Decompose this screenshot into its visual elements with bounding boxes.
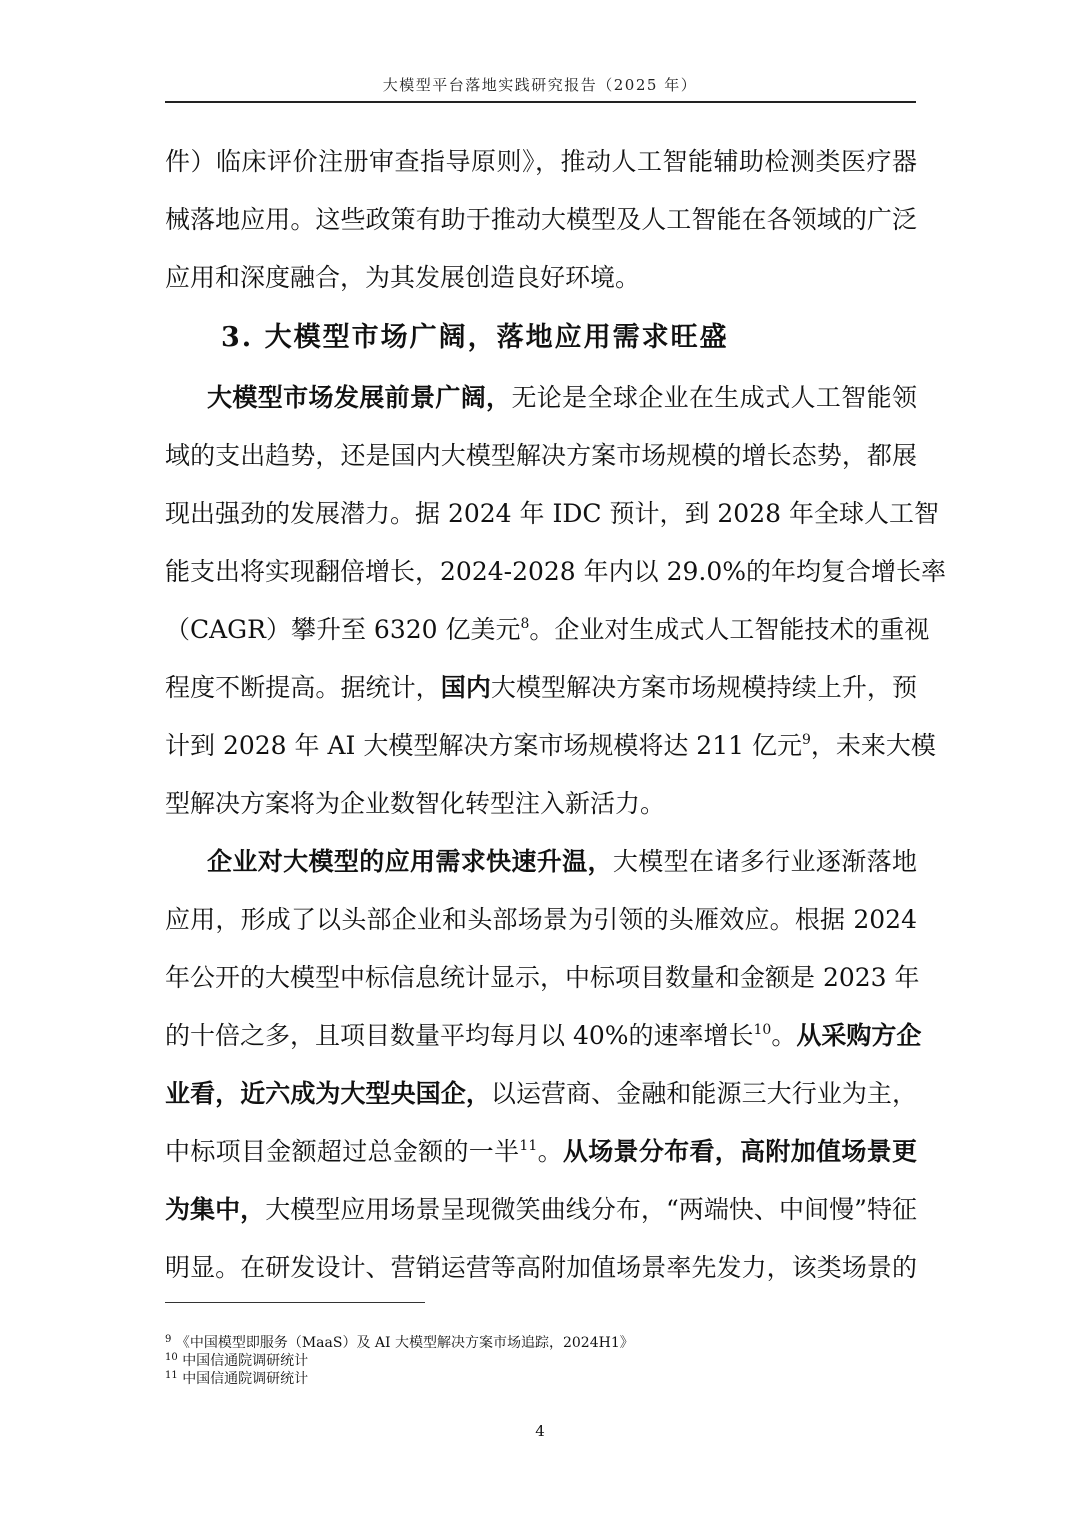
bold-run: 国内: [440, 673, 491, 702]
para3-line: 应用，形成了以头部企业和头部场景为引领的头雁效应。根据 2024: [165, 905, 917, 934]
para3-line: [165, 1065, 917, 1123]
text-run: 。: [537, 1137, 563, 1166]
section-heading: 3. 大模型市场广阔，落地应用需求旺盛: [221, 322, 729, 353]
footnote-ref: 10: [753, 1022, 772, 1038]
footnote: [165, 1370, 634, 1388]
text-run: 无论是全球企业在生成式人工智能领: [511, 383, 917, 412]
footnotes: [165, 1334, 634, 1388]
para3-line: [165, 1007, 922, 1065]
page-number: 4: [535, 1422, 545, 1440]
footnote-number: 11: [165, 1370, 178, 1381]
footnote-text: 中国信通院调研统计: [182, 1353, 309, 1369]
footnote: [165, 1352, 634, 1370]
text-run: 大模型应用场景呈现微笑曲线分布，“两端快、中间慢”特征: [265, 1195, 917, 1224]
bold-run: 为集中，: [165, 1195, 266, 1224]
footnote-number: 10: [165, 1352, 178, 1363]
bold-run: 从场景分布看，高附加值场景更: [562, 1137, 917, 1166]
header-rule: [165, 101, 916, 103]
footnote-text: 中国信通院调研统计: [182, 1371, 309, 1387]
bold-run: 业看，近六成为大型央国企，: [165, 1079, 491, 1108]
bold-lead: 大模型市场发展前景广阔，: [207, 383, 512, 412]
para3-line: [165, 833, 917, 891]
text-run: 计到 2028 年 AI 大模型解决方案市场规模将达 211 亿元: [165, 731, 802, 760]
para3-line: 年公开的大模型中标信息统计显示，中标项目数量和金额是 2023 年: [165, 963, 920, 992]
bold-lead: 企业对大模型的应用需求快速升温，: [207, 847, 613, 876]
bold-run: 从采购方企: [796, 1021, 922, 1050]
text-run: （CAGR）攀升至 6320 亿美元: [165, 615, 521, 644]
para1-line: 械落地应用。这些政策有助于推动大模型及人工智能在各领域的广泛: [165, 205, 917, 234]
text-run: 。: [771, 1021, 797, 1050]
para3-line: 明显。在研发设计、营销运营等高附加值场景率先发力，该类场景的: [165, 1253, 917, 1282]
para3-line: [165, 1181, 917, 1239]
para1-line: 件）临床评价注册审查指导原则》，推动人工智能辅助检测类医疗器: [165, 147, 917, 176]
para2-line: 能支出将实现翻倍增长，2024-2028 年内以 29.0%的年均复合增长率: [165, 557, 947, 586]
text-run: ，未来大模: [810, 731, 936, 760]
text-run: 大模型解决方案市场规模持续上升，预: [490, 673, 917, 702]
footnote-ref: 11: [519, 1138, 538, 1154]
footnote-rule: [165, 1302, 425, 1303]
footnote-ref: 8: [520, 616, 530, 632]
para2-line: [165, 369, 917, 427]
para2-line: 域的支出趋势，还是国内大模型解决方案市场规模的增长态势，都展: [165, 441, 917, 470]
para3-line: [165, 1123, 917, 1181]
running-header: 大模型平台落地实践研究报告（2025 年）: [382, 76, 698, 94]
footnote-text: 《中国模型即服务（MaaS）及 AI 大模型解决方案市场追踪，2024H1》: [175, 1335, 634, 1351]
text-run: 程度不断提高。据统计，: [165, 673, 441, 702]
footnote-ref: 9: [801, 732, 811, 748]
para2-line: 型解决方案将为企业数智化转型注入新活力。: [165, 789, 666, 818]
text-run: 中标项目金额超过总金额的一半: [165, 1137, 520, 1166]
para2-line: [165, 659, 917, 717]
text-run: 以运营商、金融和能源三大行业为主，: [490, 1079, 917, 1108]
para2-line: 现出强劲的发展潜力。据 2024 年 IDC 预计，到 2028 年全球人工智: [165, 499, 939, 528]
para2-line: [165, 717, 936, 775]
text-run: 的十倍之多，且项目数量平均每月以 40%的速率增长: [165, 1021, 754, 1050]
footnote-number: 9: [165, 1334, 172, 1345]
text-run: 。企业对生成式人工智能技术的重视: [529, 615, 930, 644]
page-body: [165, 133, 947, 1297]
text-run: 大模型在诸多行业逐渐落地: [612, 847, 917, 876]
para1-line: 应用和深度融合，为其发展创造良好环境。: [165, 263, 641, 292]
para2-line: [165, 601, 930, 659]
footnote: [165, 1334, 634, 1352]
